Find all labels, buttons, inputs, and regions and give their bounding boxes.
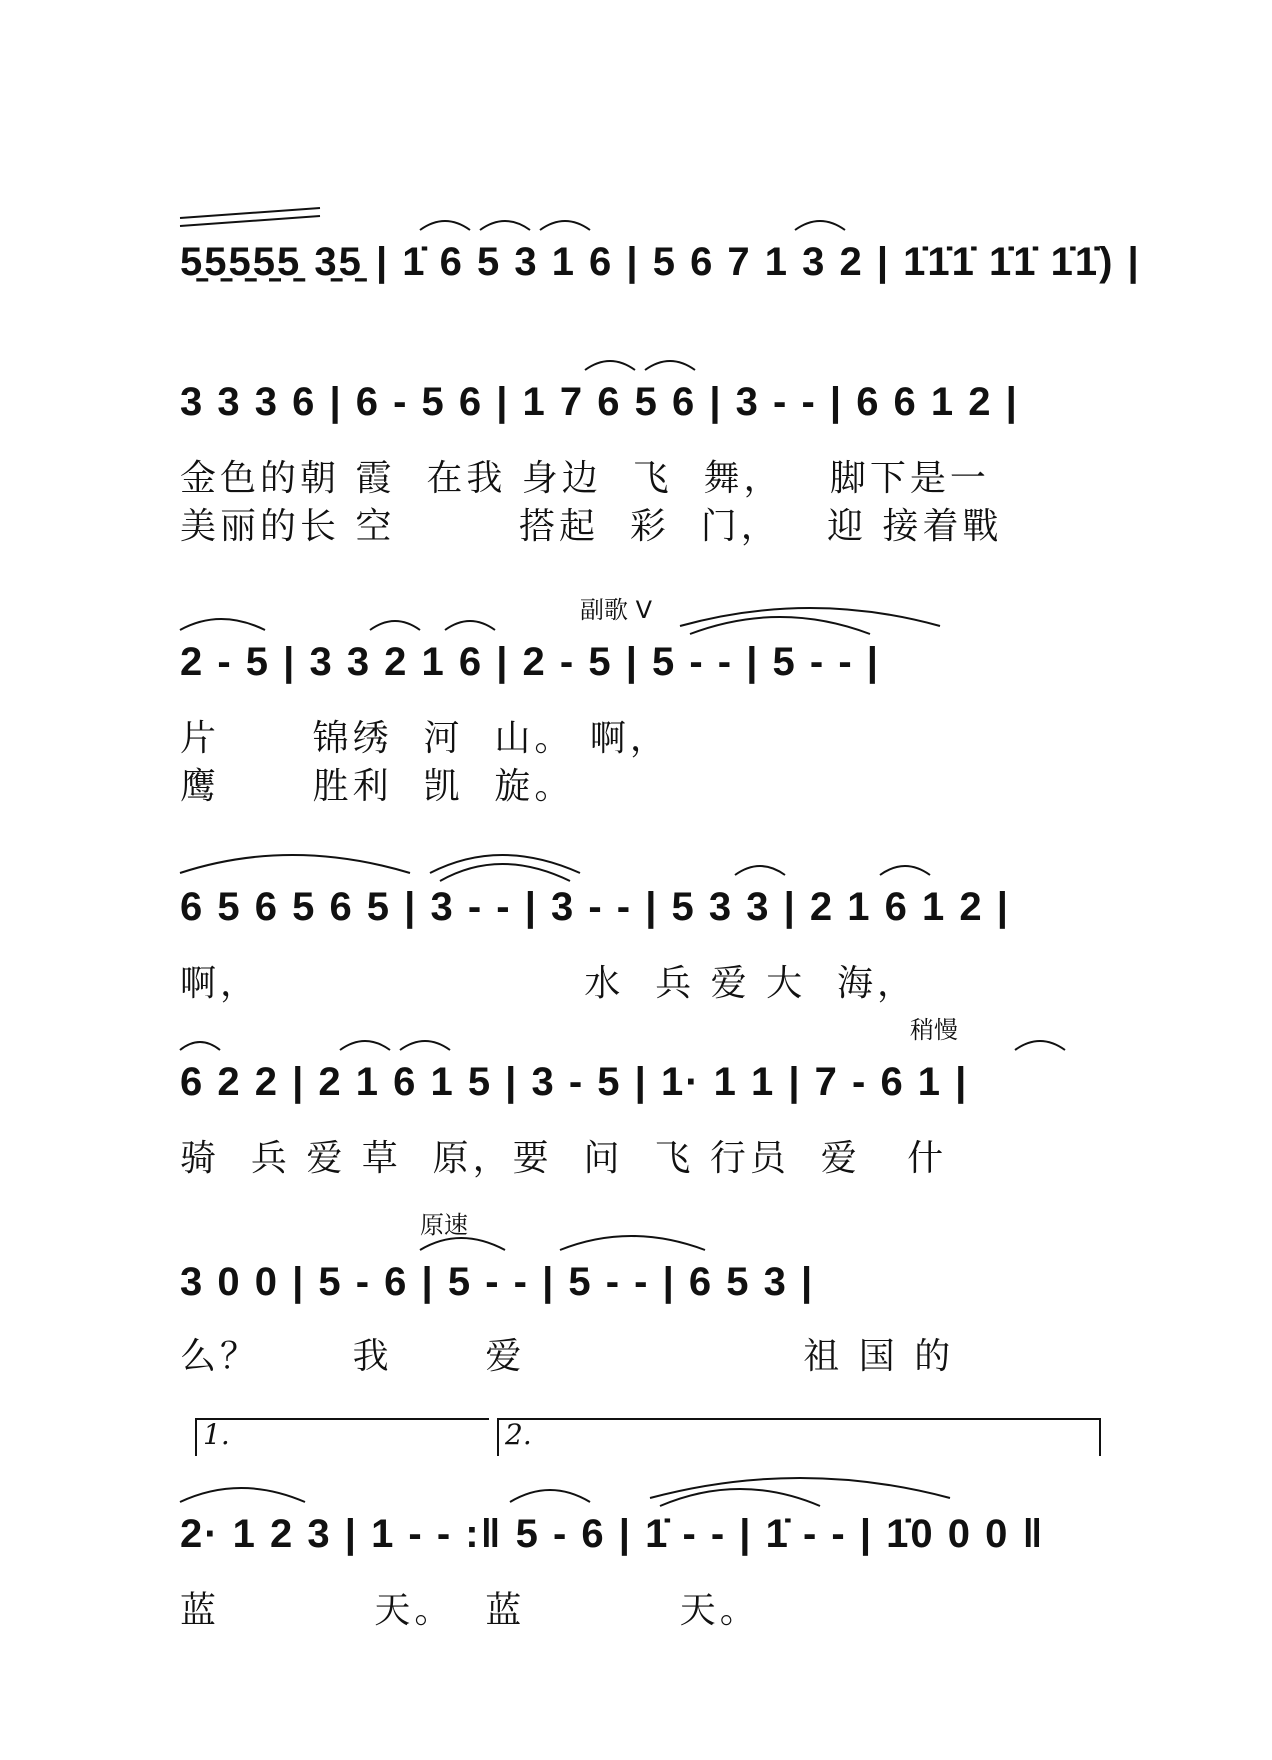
- lyric-verse-1: 么？ 我 爱 祖 国 的: [180, 1336, 955, 1377]
- first-ending-bracket: [195, 1418, 489, 1456]
- lyric-verse-1: 金色的朝 霞 在我 身边 飞 舞， 脚下是一: [180, 458, 990, 499]
- lyric-verse-2: 美丽的长 空 搭起 彩 门， 迎 接着戰: [180, 506, 1003, 547]
- numbered-notation-line: 3 3 3 6 | 6 - 5 6 | 1 7 6 5 6 | 3 - - | 6 6 1 2 |: [180, 380, 1019, 424]
- lyric-verse-1: 啊， 水 兵 爱 大 海，: [180, 963, 917, 1004]
- numbered-notation-line: 6 2 2 | 2 1 6 1 5 | 3 - 5 | 1· 1 1 | 7 - 6 1 |: [180, 1060, 969, 1104]
- numbered-notation-line: 3 0 0 | 5 - 6 | 5 - - | 5 - - | 6 5 3 |: [180, 1260, 815, 1304]
- numbered-notation-line: 2· 1 2 3 | 1 - - :‖ 5 - 6 | 1̇ - - | 1̇ - - | 1̇0 0 0 ‖: [180, 1512, 1045, 1556]
- second-ending-label: 2.: [505, 1418, 532, 1451]
- second-ending-bracket: [497, 1418, 1101, 1456]
- chorus-marking: 副歌 V: [580, 596, 653, 624]
- lyric-verse-1: 蓝 天。 蓝 天。: [180, 1590, 760, 1631]
- lyric-verse-2: 鹰 胜利 凯 旋。: [180, 766, 575, 807]
- first-ending-label: 1.: [203, 1418, 230, 1451]
- numbered-notation-line: 6 5 6 5 6 5 | 3 - - | 3 - - | 5 3 3 | 2 1 6 1 2 |: [180, 885, 1010, 929]
- tempo-marking-slower: 稍慢: [910, 1016, 958, 1044]
- lyric-verse-1: 片 锦绣 河 山。 啊，: [180, 718, 670, 759]
- numbered-notation-line: 5̱5̱5̱5̱5̱ 3̱5̱ | 1̇ 6 5 3 1 6 | 5 6 7 1 3 2 | 1̇1̇1̇ 1̇1̇ 1̇1̇) |: [180, 240, 1141, 284]
- lyric-verse-1: 骑 兵 爱 草 原，要 问 飞 行员 爱 什: [180, 1138, 948, 1179]
- numbered-notation-line: 2 - 5 | 3 3 2 1 6 | 2 - 5 | 5 - - | 5 - - |: [180, 640, 880, 684]
- tempo-marking-original: 原速: [420, 1211, 468, 1239]
